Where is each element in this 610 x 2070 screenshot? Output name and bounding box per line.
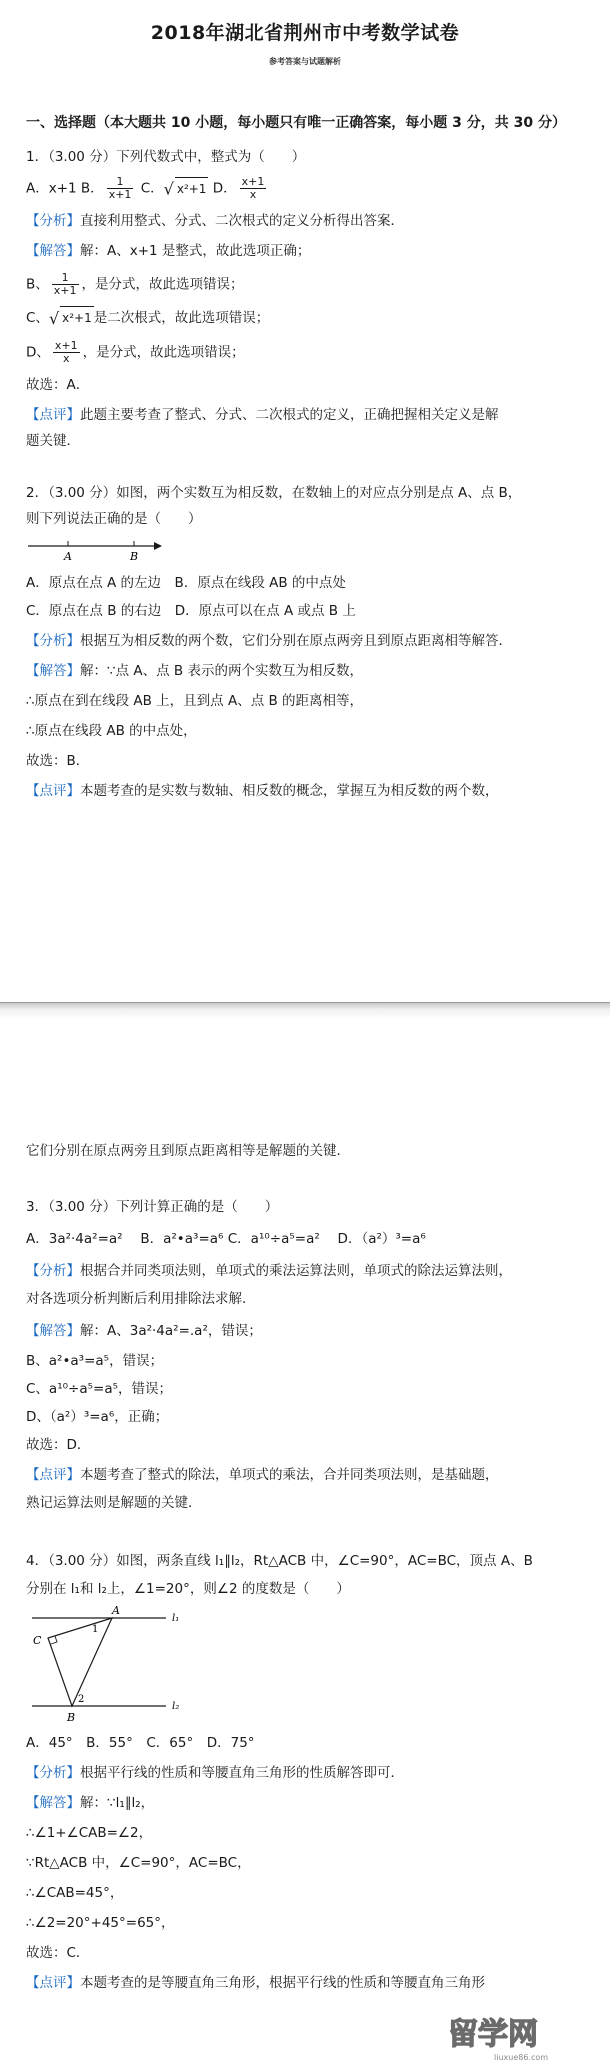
q4-analysis: 【分析】根据平行线的性质和等腰直角三角形的性质解答即可． [26, 1765, 404, 1781]
q2-step-1: ∴原点在到在线段 AB 上，且到点 A、点 B 的距离相等， [26, 693, 364, 709]
q3-analysis-cont: 对各选项分析判断后利用排除法求解． [26, 1291, 256, 1307]
q4-comment: 【点评】本题考查的是等腰直角三角形，根据平行线的性质和等腰直角三角形 [26, 1975, 485, 1991]
q1-answer: 【解答】解：A、x+1 是整式，故此选项正确； [26, 243, 311, 259]
watermark-text: 留学网 [448, 2017, 538, 2052]
fraction: $\frac{1}{x+1}$ [108, 175, 132, 201]
q2-answer: 【解答】解：∵点 A、点 B 表示的两个实数互为相反数， [26, 663, 363, 679]
q1-analysis: 【分析】直接利用整式、分式、二次根式的定义分析得出答案． [26, 213, 404, 229]
q3-answer: 【解答】解：A、3a²·4a²=.a²，错误； [26, 1323, 262, 1339]
angle-1-label: 1 [92, 1624, 99, 1635]
q3-options: A．3a²·4a²=a² B．a²•a³=a⁶ C．a¹⁰÷a⁵=a² D．（a²）³=a⁶ [26, 1231, 426, 1247]
page-separator [0, 1002, 610, 1019]
vertex-a-label: A [112, 1604, 120, 1617]
q1-option-b-explain: B、 $\frac{1}{x+1}$ ，是分式，故此选项错误； [26, 271, 244, 297]
parallel-lines-figure [26, 1604, 196, 1726]
site-watermark-logo [442, 2006, 602, 2064]
q4-stem-cont: 分别在 l₁和 l₂上，∠1=20°，则∠2 的度数是（ ） [26, 1581, 350, 1597]
section-heading: 一、选择题（本大题共 10 小题，每小题只有唯一正确答案，每小题 3 分，共 30 分） [26, 115, 566, 131]
q2-analysis: 【分析】根据互为相反数的两个数，它们分别在原点两旁且到原点距离相等解答． [26, 633, 512, 649]
page-subtitle: 参考答案与试题解析 [269, 57, 341, 66]
q4-step-3: ∴∠CAB=45°， [26, 1885, 124, 1901]
number-line-figure [26, 532, 166, 562]
q2-step-2: ∴原点在线段 AB 的中点处， [26, 723, 197, 739]
q4-stem: 4．（3.00 分）如图，两条直线 l₁∥l₂，Rt△ACB 中，∠C=90°，AC=BC，顶点 A、B [26, 1553, 533, 1569]
q1-choose: 故选：A． [26, 377, 90, 393]
q3-option-c-explain: C、a¹⁰÷a⁵=a⁵，错误； [26, 1381, 173, 1397]
q3-stem: 3．（3.00 分）下列计算正确的是（ ） [26, 1199, 279, 1215]
q3-analysis: 【分析】根据合并同类项法则，单项式的乘法运算法则，单项式的除法运算法则， [26, 1263, 512, 1279]
watermark-url: liuxue86.com [494, 2053, 549, 2062]
q3-choose: 故选：D． [26, 1437, 91, 1453]
q1-options: A．x+1 B． $\frac{1}{x+1}$ C．√ x²+1 D． $\frac{x+1}{x}$ [26, 175, 265, 201]
q4-step-2: ∵Rt△ACB 中，∠C=90°，AC=BC， [26, 1855, 251, 1871]
q1-option-c-explain: C、√ x²+1 是二次根式，故此选项错误； [26, 306, 596, 330]
q1-comment: 【点评】此题主要考查了整式、分式、二次根式的定义，正确把握相关定义是解 [26, 407, 499, 423]
point-b-label: B [130, 550, 139, 562]
q3-option-d-explain: D、（a²）³=a⁶，正确； [26, 1409, 169, 1425]
q3-comment: 【点评】本题考查了整式的除法，单项式的乘法，合并同类项法则，是基础题， [26, 1467, 499, 1483]
q2-options-1: A．原点在点 A 的左边 B．原点在线段 AB 的中点处 [26, 575, 346, 591]
page-1 [0, 0, 610, 1000]
q4-options: A．45° B．55° C．65° D．75° [26, 1735, 255, 1751]
square-root: x²+1 [175, 177, 209, 200]
q2-comment-cont: 它们分别在原点两旁且到原点距离相等是解题的关键． [26, 1143, 350, 1159]
angle-2-label: 2 [78, 1694, 85, 1705]
page-title: 2018年湖北省荆州市中考数学试卷 [150, 22, 460, 44]
q3-comment-cont: 熟记运算法则是解题的关键． [26, 1495, 202, 1511]
q2-stem: 2．（3.00 分）如图，两个实数互为相反数，在数轴上的对应点分别是点 A、点 B， [26, 485, 522, 501]
q1-option-d-explain: D、 $\frac{x+1}{x}$ ，是分式，故此选项错误； [26, 339, 245, 365]
q1-stem: 1．（3.00 分）下列代数式中，整式为（ ） [26, 149, 306, 165]
q4-answer: 【解答】解：∵l₁∥l₂， [26, 1795, 155, 1811]
point-a-label: A [64, 550, 72, 562]
line-l2-label: l₂ [172, 1701, 180, 1712]
q3-option-b-explain: B、a²•a³=a⁵，错误； [26, 1353, 164, 1369]
q2-comment: 【点评】本题考查的是实数与数轴、相反数的概念，掌握互为相反数的两个数， [26, 783, 499, 799]
q2-choose: 故选：B． [26, 753, 90, 769]
page-2 [0, 1024, 610, 2070]
vertex-b-label: B [67, 1711, 76, 1724]
q4-choose: 故选：C． [26, 1945, 90, 1961]
q2-options-2: C．原点在点 B 的右边 D．原点可以在点 A 或点 B 上 [26, 603, 356, 619]
q1-comment-cont: 题关键． [26, 433, 80, 449]
q4-step-4: ∴∠2=20°+45°=65°， [26, 1915, 175, 1931]
q4-step-1: ∴∠1+∠CAB=∠2， [26, 1825, 153, 1841]
q2-stem-cont: 则下列说法正确的是（ ） [26, 511, 202, 527]
vertex-c-label: C [33, 1634, 42, 1647]
fraction: $\frac{x+1}{x}$ [241, 175, 265, 201]
line-l1-label: l₁ [172, 1613, 180, 1624]
